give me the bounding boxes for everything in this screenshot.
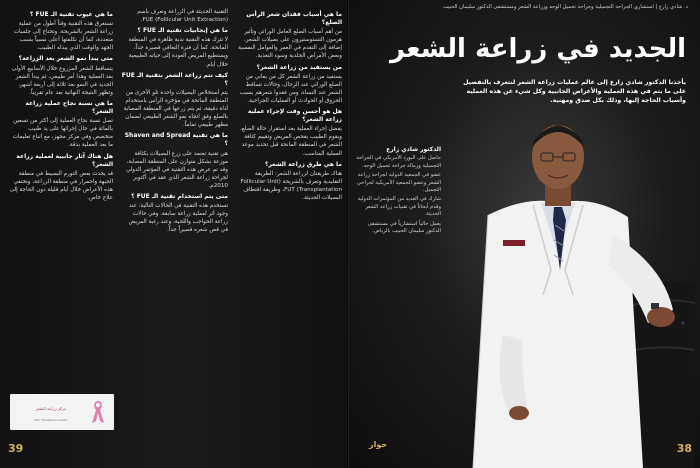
section-body: تستخدم هذه التقنية في الحالات التالية: عند وجود أثر لعملية زراعة سابقة، وفي حالات زراعة الحواجب واللحية، وعند رغبة المريض في قص شعره قصيراً جداً. bbox=[128, 203, 228, 234]
text-column-3 bbox=[236, 8, 342, 448]
section-body: يستفيد من زراعة الشعر كل من يعاني من الصلع الوراثي عند الرجال، وحالات تساقط الشعر عند النساء، ومن فقدوا شعرهم بسبب الحروق أو الحوادث أو العمليات الجراحية. bbox=[239, 73, 342, 104]
article-byline: د. شادي زارع | استشاري الجراحة التجميلية وجراحة تجميل الوجه وزراعة الشعر ومستشفى الدكتور سليمان الحبيب bbox=[442, 4, 688, 10]
section-body: لا تترك هذه التقنية ندبة ظاهرة في المنطقة المانحة، كما أن فترة التعافي قصيرة جداً، ويستطيع المريض العودة إلى حياته الطبيعية خلال أيام. bbox=[128, 37, 228, 68]
logo-title: مركز زراعة الشعر bbox=[35, 406, 67, 411]
section-heading: متى يتم استخدام تقنية الـ FUE ؟ bbox=[131, 192, 228, 200]
bio-paragraph: شارك في العديد من المؤتمرات الدولية وقدم أبحاثاً في تقنيات زراعة الشعر الحديثة. bbox=[357, 196, 441, 218]
section-body: هناك طريقتان لزراعة الشعر: الطريقة التقليدية وتعرف بالشريحة (Follicular Unit Transplantation) FUT، وطريقة اقتطاف البصيلات الحديثة. bbox=[240, 170, 342, 201]
article-headline: الجديد في زراعة الشعر bbox=[389, 34, 686, 64]
ribbon-icon bbox=[90, 399, 106, 425]
clinic-logo bbox=[10, 394, 114, 430]
section-heading: ما هي أسباب فقدان شعر الرأس الصلع؟ bbox=[246, 11, 342, 27]
bio-paragraph: عضو في الجمعية الدولية لجراحة زراعة الشعر وعضو الجمعية الأمريكية لجراحي التجميل. bbox=[356, 172, 441, 194]
section-heading: ما هي عيوب تقنية الـ FUE ؟ bbox=[29, 11, 113, 18]
right-page bbox=[349, 0, 700, 468]
section-heading: هل هو أحسن وقت لإجراء عملية زراعة الشعر؟ bbox=[247, 108, 342, 124]
left-page bbox=[0, 0, 349, 468]
article-intro: يأخذنا الدكتور شادي زارع إلى عالم عمليات زراعة الشعر لنتعرف بالتفصيل على ما يتم في هذه العملية والأعراض الجانبية وكل شيء عن هذه العملية وأسباب الحاجة إليها، وذلك بكل صدق ومهنية. bbox=[463, 79, 686, 104]
section-body: التقنية الحديثة في الزراعة وتعرف باسم (Follicular Unit Extraction) FUE. bbox=[137, 9, 228, 24]
section-body: تستغرق هذه التقنية وقتاً أطول من عملية زراعة الشعر بالشريحة، وتحتاج إلى جلسات متعددة، كما أن تكلفتها أعلى نسبياً بسبب الجهد والوقت الذي يبذله الطبيب. bbox=[13, 21, 113, 52]
section-body: من أهم أسباب الصلع العامل الوراثي وتأثير هرمون التستوستيرون على بصيلات الشعر، إضافة إلى التقدم في العمر والعوامل النفسية وبعض الأمراض الجلدية وسوء التغذية. bbox=[238, 29, 342, 60]
text-column-1 bbox=[8, 8, 113, 400]
page-number-left: 39 bbox=[8, 442, 24, 455]
logo-subtitle: Hair Transplant Center bbox=[34, 418, 68, 422]
section-heading: ما هي طرق زراعة الشعر؟ bbox=[264, 160, 342, 168]
bio-paragraph: حاصل على البورد الأمريكي في الجراحة التجميلية وزمالة جراحة تجميل الوجه. bbox=[356, 155, 441, 169]
section-heading: من يستفيد من زراعة الشعر؟ bbox=[256, 63, 342, 71]
section-heading: ما هي نسبة نجاح عملية زراعة الشعر؟ bbox=[25, 99, 113, 116]
text-column-2 bbox=[120, 8, 228, 420]
section-heading: متى يبدأ نمو الشعر بعد الزراعة؟ bbox=[18, 55, 113, 63]
page-number-right: 38 bbox=[676, 442, 692, 455]
doctor-portrait bbox=[433, 95, 695, 468]
section-heading: كيف تتم زراعة الشعر بتقنية الـ FUE ؟ bbox=[121, 71, 228, 87]
magazine-name: حوار bbox=[369, 440, 388, 449]
bio-name: الدكتور شادي زارع bbox=[386, 146, 441, 153]
author-bio bbox=[355, 146, 441, 237]
section-heading: ما هي إيجابيات تقنية الـ FUE ؟ bbox=[137, 27, 228, 35]
section-body: تصل نسبة نجاح العملية إلى أكثر من تسعين بالمائة في حال إجرائها على يد طبيب متخصص وفي مركز مجهز، مع اتباع تعليمات ما بعد العملية بدقة. bbox=[12, 118, 113, 149]
section-heading: هل هناك آثار جانبية لعملية زراعة الشعر؟ bbox=[16, 152, 113, 168]
section-heading: ما هي تقنية Shaven and Spread ؟ bbox=[124, 132, 228, 148]
section-body: يفضل إجراء العملية بعد استقرار حالة الصلع، ويقوم الطبيب بفحص المريض وتقييم كثافة الشعر في المنطقة المانحة قبل تحديد موعد العملية المناسب. bbox=[239, 126, 342, 157]
bio-paragraph: يعمل حالياً استشارياً في مستشفى الدكتور سليمان الحبيب بالرياض. bbox=[367, 220, 441, 235]
section-body: قد يحدث بعض التورم البسيط في منطقة الجبهة واحمرار في منطقة الزراعة، وتختفي هذه الأعراض خلال أيام قليلة دون الحاجة إلى علاج خاص. bbox=[9, 170, 113, 201]
section-body: يتساقط الشعر المزروع خلال الأسابيع الأولى بعد العملية وهذا أمر طبيعي، ثم يبدأ الشعر الجديد في النمو بعد ثلاثة إلى أربعة أشهر، وتظهر النتيجة النهائية بعد عام تقريباً. bbox=[11, 65, 113, 96]
section-body: يتم استخلاص البصيلات واحدة تلو الأخرى من المنطقة المانحة في مؤخرة الرأس باستخدام أداة دقيقة، ثم يتم زرعها في المنطقة المصابة بالصلع وفق اتجاه نمو الشعر الطبيعي لضمان مظهر طبيعي تماماً. bbox=[123, 89, 228, 129]
section-body: هي تقنية تعتمد على زرع البصيلات بكثافة موزعة بشكل متوازن على المنطقة المصابة، وقد تم عرض هذه التقنية في المؤتمر الدولي لجراحة زراعة الشعر الذي عقد في أكتوبر 2010م. bbox=[125, 150, 228, 189]
